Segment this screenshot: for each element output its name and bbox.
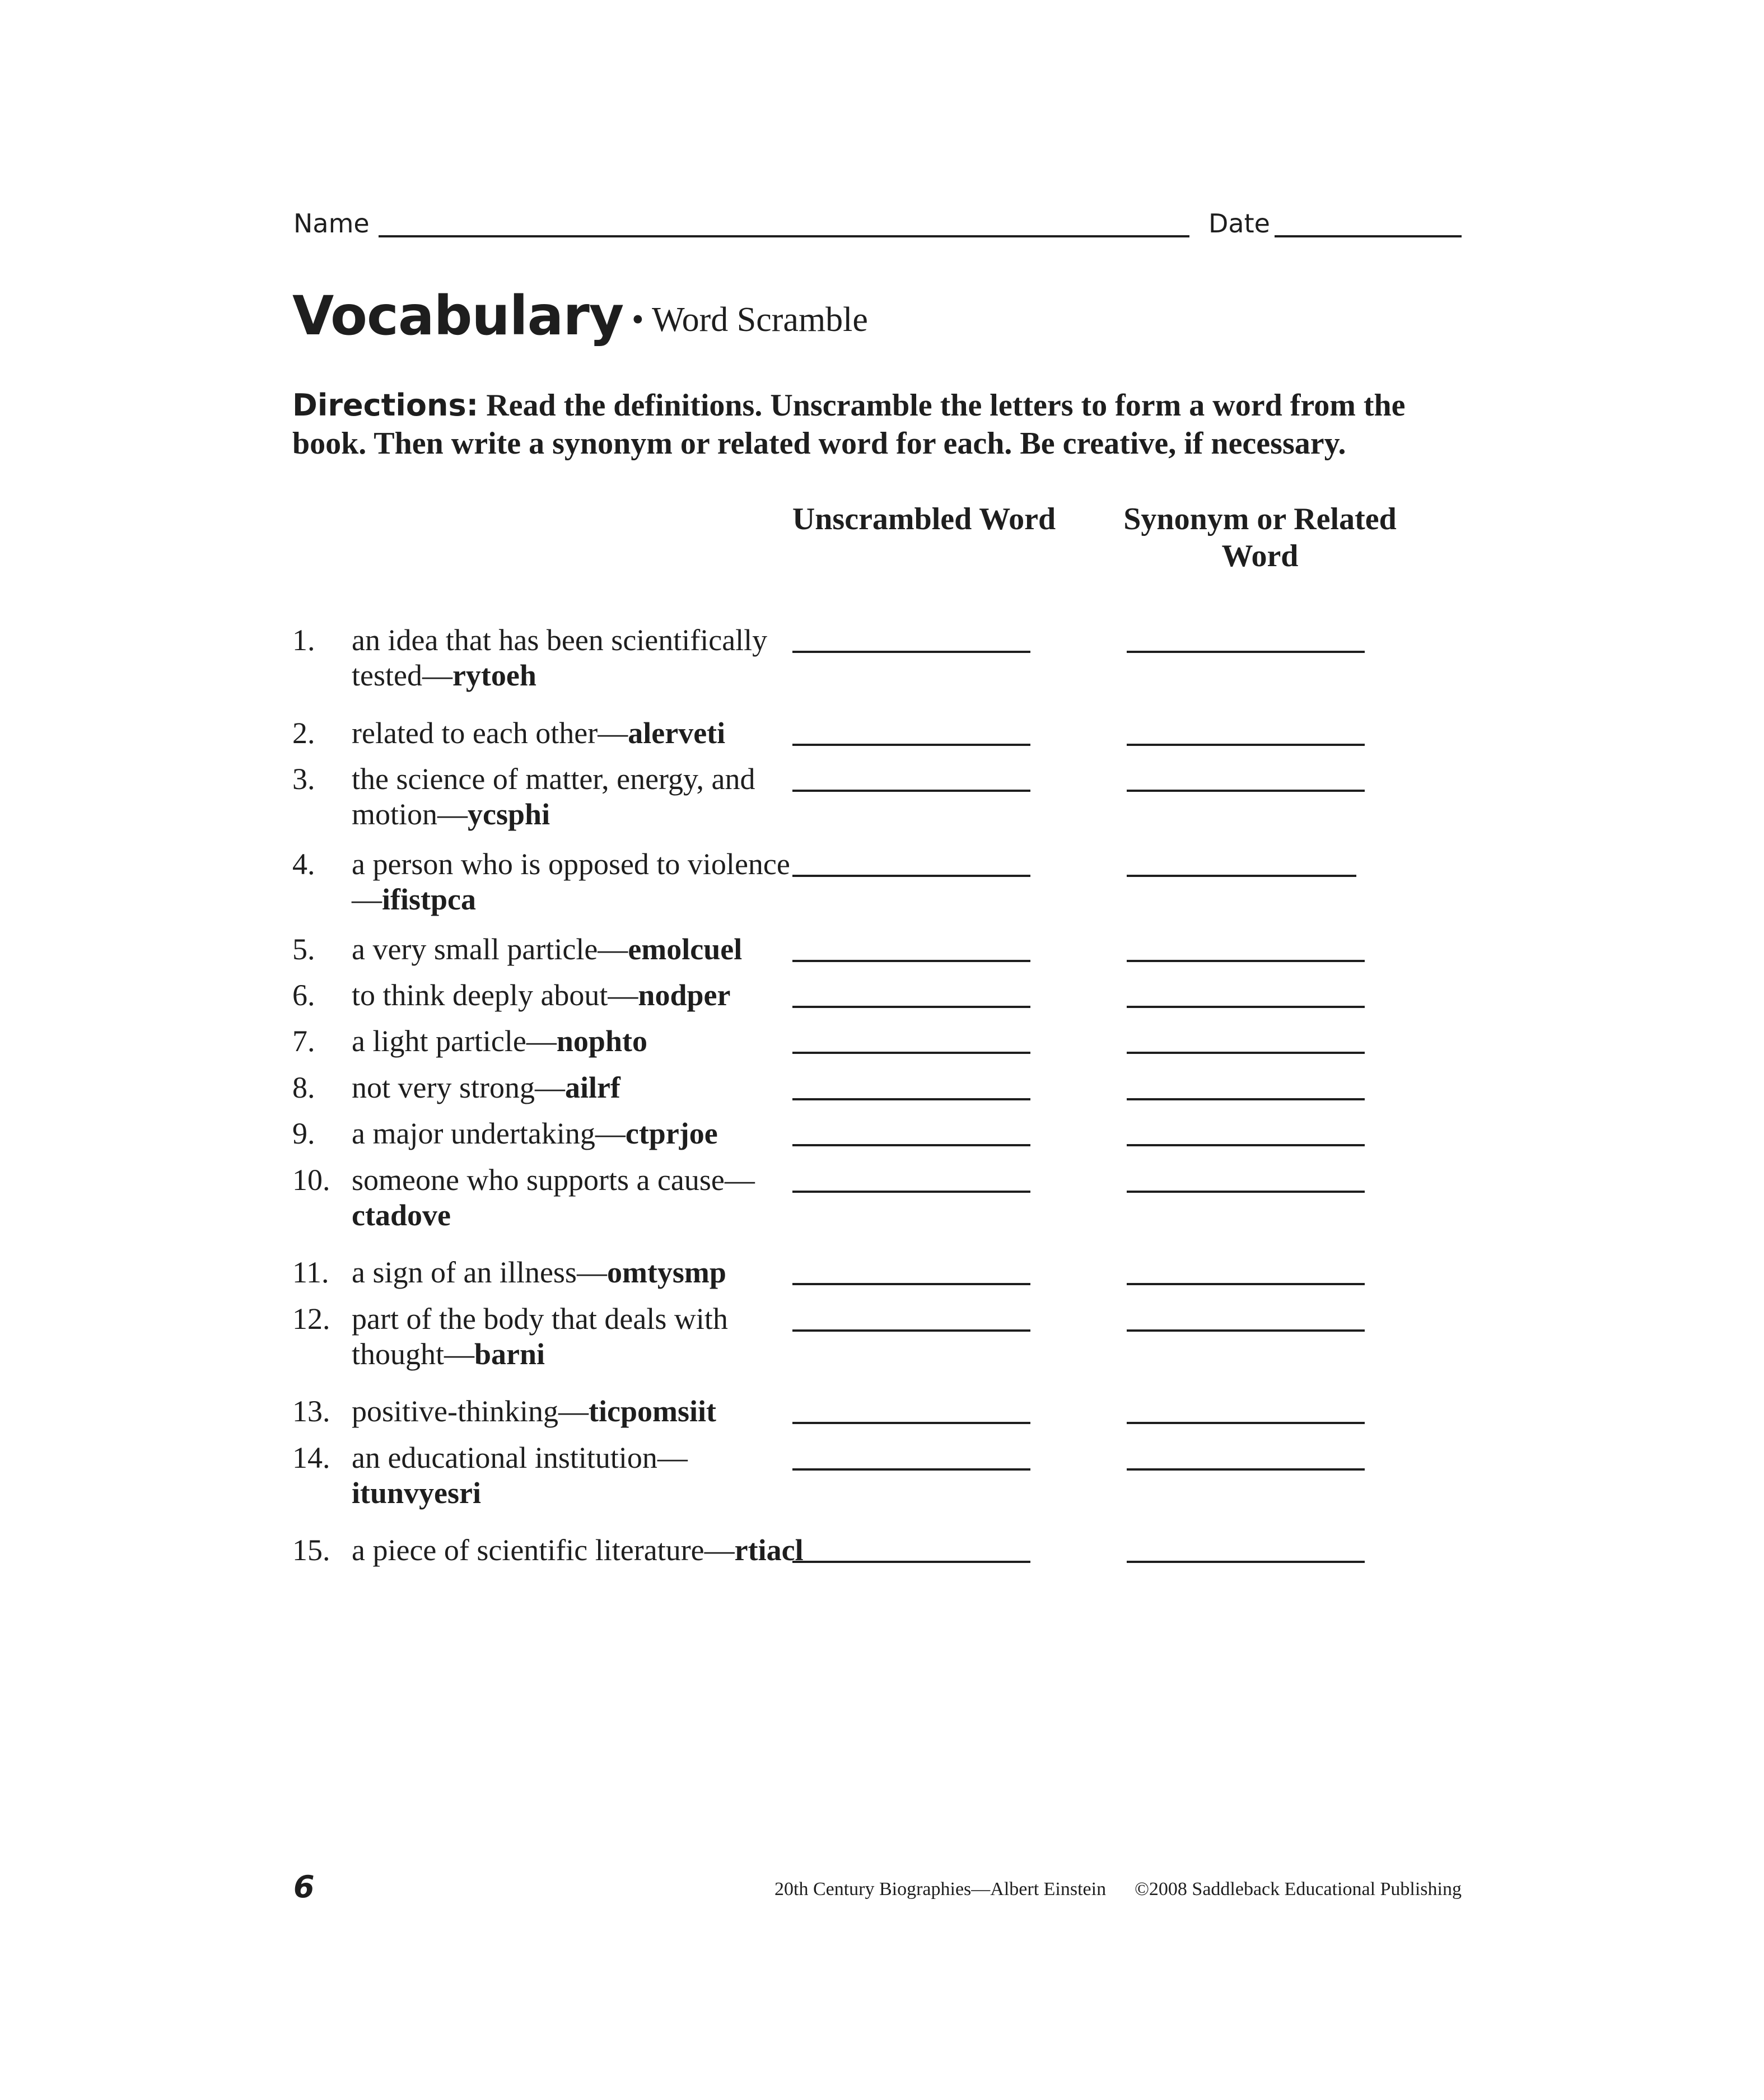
definition-text: a piece of scientific literature— — [352, 1533, 735, 1567]
definition-text: a person who is opposed to violence— — [352, 847, 790, 916]
date-field[interactable] — [1275, 235, 1462, 237]
item-definition — [352, 1163, 811, 1233]
scrambled-word: rytoeh — [452, 659, 536, 692]
item-number: 7. — [292, 1024, 315, 1058]
item-number: 2. — [292, 716, 315, 750]
synonym-answer-line[interactable] — [1127, 1422, 1365, 1424]
scrambled-word: ailrf — [564, 1071, 620, 1104]
page-title: Vocabulary — [292, 284, 624, 347]
synonym-answer-line[interactable] — [1127, 1098, 1365, 1100]
scrambled-word: omtysmp — [606, 1256, 726, 1289]
directions — [292, 386, 1457, 463]
unscrambled-answer-line[interactable] — [792, 1144, 1030, 1146]
scrambled-word: barni — [474, 1337, 545, 1371]
scrambled-word: nophto — [556, 1024, 647, 1058]
item-definition — [352, 1116, 811, 1151]
unscrambled-answer-line[interactable] — [792, 1191, 1030, 1193]
synonym-answer-line[interactable] — [1127, 744, 1365, 746]
item-definition — [352, 623, 811, 693]
item-number: 6. — [292, 978, 315, 1012]
item-definition — [352, 1440, 811, 1511]
unscrambled-answer-line[interactable] — [792, 1422, 1030, 1424]
item-definition — [352, 932, 811, 967]
unscrambled-answer-line[interactable] — [792, 1329, 1030, 1332]
synonym-answer-line[interactable] — [1127, 1283, 1365, 1285]
footer-book: 20th Century Biographies—Albert Einstein — [774, 1879, 1107, 1900]
column-header-synonym: Synonym or Related Word — [1123, 502, 1397, 573]
item-number: 10. — [292, 1163, 330, 1197]
directions-text: Read the definitions. Unscramble the letters to form a word from the book. Then write a synonym or related word for each. Be creative, if necessary. — [292, 388, 1406, 461]
item-number: 13. — [292, 1394, 330, 1428]
item-definition — [352, 1255, 811, 1290]
definition-text: a very small particle— — [352, 932, 628, 966]
synonym-answer-line[interactable] — [1127, 1191, 1365, 1193]
item-definition — [352, 762, 811, 832]
item-number: 15. — [292, 1533, 330, 1567]
unscrambled-answer-line[interactable] — [792, 875, 1030, 877]
date-label: Date — [1208, 208, 1270, 239]
footer-copyright: ©2008 Saddleback Educational Publishing — [1135, 1879, 1462, 1900]
item-number: 5. — [292, 932, 315, 966]
scrambled-word: itunvyesri — [352, 1476, 482, 1510]
definition-text: a major undertaking— — [352, 1117, 626, 1150]
synonym-answer-line[interactable] — [1127, 1052, 1365, 1054]
unscrambled-answer-line[interactable] — [792, 1561, 1030, 1563]
definition-text: to think deeply about— — [352, 978, 638, 1012]
synonym-answer-line[interactable] — [1127, 790, 1365, 792]
scrambled-word: rtiacl — [734, 1533, 804, 1567]
item-number: 9. — [292, 1117, 315, 1150]
definition-text: related to each other— — [352, 716, 628, 750]
footer-credits — [774, 1879, 1462, 1900]
name-label: Name — [293, 208, 370, 239]
synonym-answer-line[interactable] — [1127, 1561, 1365, 1563]
definition-text: an idea that has been scientifically tested— — [352, 623, 768, 692]
column-header-unscrambled: Unscrambled Word — [792, 502, 1056, 536]
item-definition — [352, 847, 811, 917]
synonym-answer-line[interactable] — [1127, 1468, 1365, 1471]
unscrambled-answer-line[interactable] — [792, 1468, 1030, 1471]
unscrambled-answer-line[interactable] — [792, 744, 1030, 746]
scrambled-word: alerveti — [628, 716, 726, 750]
definition-text: an educational institution— — [352, 1441, 688, 1474]
unscrambled-answer-line[interactable] — [792, 651, 1030, 653]
item-number: 4. — [292, 847, 315, 881]
scrambled-word: emolcuel — [628, 932, 743, 966]
page-number: 6 — [293, 1869, 315, 1905]
item-definition — [352, 1533, 811, 1568]
scrambled-word: ticpomsiit — [588, 1394, 716, 1428]
item-number: 14. — [292, 1441, 330, 1474]
synonym-answer-line[interactable] — [1127, 1144, 1365, 1146]
synonym-answer-line[interactable] — [1127, 1329, 1365, 1332]
directions-label: Directions: — [292, 388, 479, 423]
unscrambled-answer-line[interactable] — [792, 1098, 1030, 1100]
scrambled-word: nodper — [638, 978, 731, 1012]
item-definition — [352, 1024, 811, 1059]
definition-text: not very strong— — [352, 1071, 565, 1104]
item-definition — [352, 1070, 811, 1105]
scrambled-word: ycsphi — [468, 797, 550, 831]
definition-text: the science of matter, energy, and motion— — [352, 762, 755, 831]
item-definition — [352, 978, 811, 1013]
scrambled-word: ctprjoe — [625, 1117, 718, 1150]
synonym-answer-line[interactable] — [1127, 1006, 1365, 1008]
definition-text: a light particle— — [352, 1024, 557, 1058]
synonym-answer-line[interactable] — [1127, 960, 1365, 962]
item-number: 8. — [292, 1071, 315, 1104]
definition-text: a sign of an illness— — [352, 1256, 607, 1289]
page-subtitle: • Word Scramble — [632, 301, 868, 339]
scrambled-word: ifistpca — [382, 883, 476, 916]
item-number: 1. — [292, 623, 315, 657]
definition-text: positive-thinking— — [352, 1394, 589, 1428]
item-number: 12. — [292, 1302, 330, 1336]
item-number: 11. — [292, 1256, 329, 1289]
name-field[interactable] — [379, 235, 1189, 237]
synonym-answer-line[interactable] — [1127, 651, 1365, 653]
definition-text: someone who supports a cause— — [352, 1163, 755, 1197]
scrambled-word: ctadove — [352, 1198, 451, 1232]
item-definition — [352, 1301, 811, 1372]
unscrambled-answer-line[interactable] — [792, 960, 1030, 962]
unscrambled-answer-line[interactable] — [792, 1052, 1030, 1054]
item-definition — [352, 716, 811, 751]
unscrambled-answer-line[interactable] — [792, 790, 1030, 792]
unscrambled-answer-line[interactable] — [792, 1006, 1030, 1008]
item-number: 3. — [292, 762, 315, 796]
unscrambled-answer-line[interactable] — [792, 1283, 1030, 1285]
item-definition — [352, 1394, 811, 1429]
synonym-answer-line[interactable] — [1127, 875, 1356, 877]
definition-text: part of the body that deals with thought— — [352, 1302, 728, 1371]
